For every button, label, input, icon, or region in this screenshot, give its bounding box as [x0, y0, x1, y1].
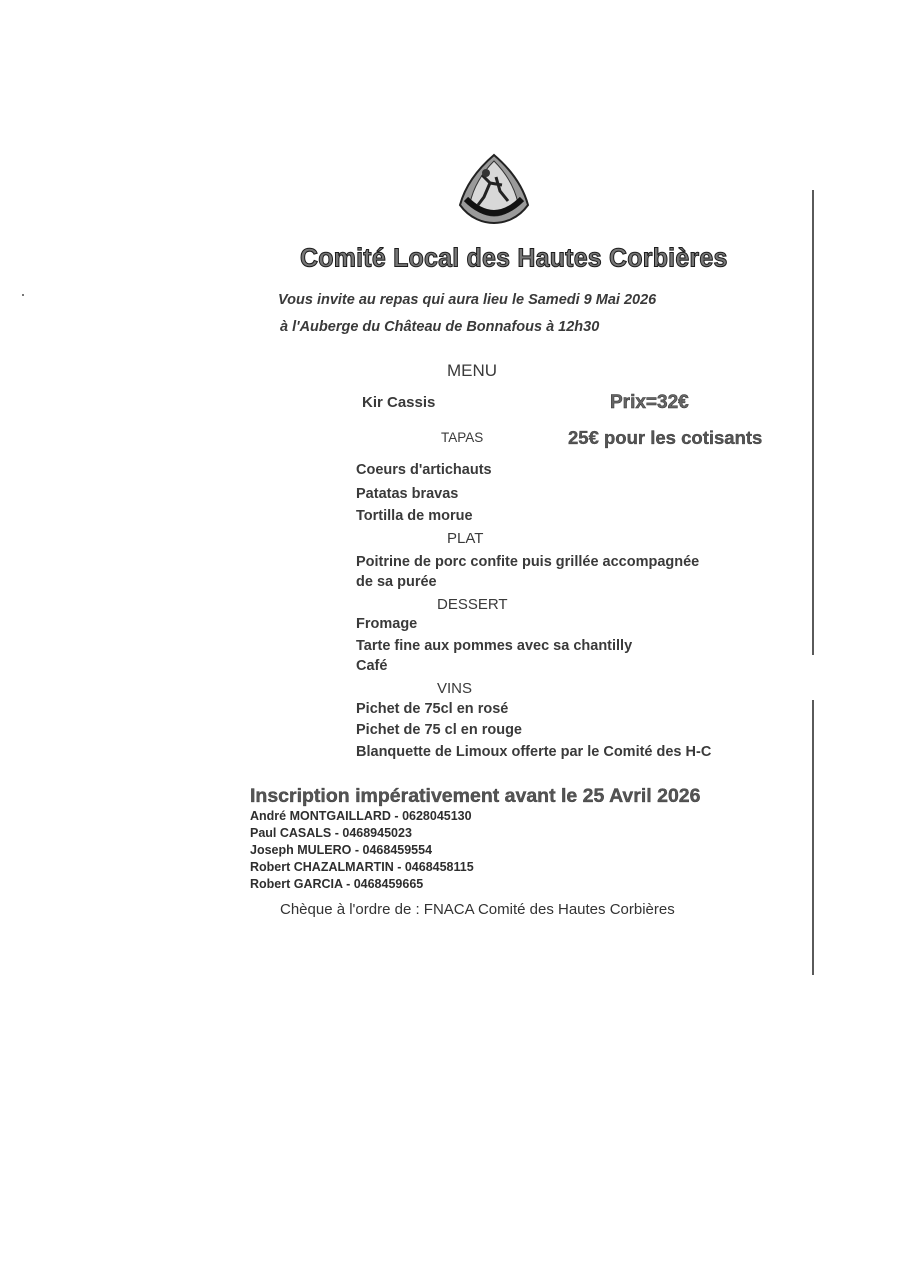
- fnaca-emblem-icon: [456, 153, 532, 225]
- vins-heading: VINS: [437, 680, 473, 697]
- contact-entry: Robert GARCIA - 0468459665: [250, 877, 424, 891]
- contact-entry: André MONTGAILLARD - 0628045130: [250, 809, 472, 823]
- page-title: Comité Local des Hautes Corbières: [300, 243, 728, 273]
- plat-heading: PLAT: [447, 530, 484, 547]
- scan-edge-line: [812, 190, 814, 655]
- contact-entry: Robert CHAZALMARTIN - 0468458115: [250, 860, 474, 874]
- tapas-heading: TAPAS: [441, 430, 484, 445]
- dessert-item: Tarte fine aux pommes avec sa chantilly: [356, 638, 633, 654]
- dessert-heading: DESSERT: [437, 596, 508, 613]
- contact-entry: Paul CASALS - 0468945023: [250, 826, 412, 840]
- registration-deadline: Inscription impérativement avant le 25 Avril 2026: [250, 785, 701, 807]
- contact-entry: Joseph MULERO - 0468459554: [250, 843, 433, 857]
- dessert-item: Fromage: [356, 616, 418, 632]
- plat-item: Poitrine de porc confite puis grillée accompagnée: [356, 554, 700, 570]
- aperitif-item: Kir Cassis: [362, 394, 436, 411]
- vins-item: Pichet de 75 cl en rouge: [356, 722, 522, 738]
- member-price-label: 25€ pour les cotisants: [568, 427, 763, 448]
- price-label: Prix=32€: [610, 392, 689, 413]
- invitation-line: Vous invite au repas qui aura lieu le Samedi 9 Mai 2026: [278, 292, 657, 308]
- scan-speck: [22, 294, 24, 296]
- tapas-item: Coeurs d'artichauts: [356, 462, 492, 478]
- venue-line: à l'Auberge du Château de Bonnafous à 12h30: [280, 319, 600, 335]
- vins-item: Pichet de 75cl en rosé: [356, 701, 509, 717]
- tapas-item: Patatas bravas: [356, 486, 459, 502]
- vins-item: Blanquette de Limoux offerte par le Comité des H-C: [356, 744, 712, 760]
- menu-heading: MENU: [447, 361, 498, 380]
- dessert-item: Café: [356, 658, 388, 674]
- cheque-instruction: Chèque à l'ordre de : FNACA Comité des Hautes Corbières: [280, 901, 675, 918]
- plat-item: de sa purée: [356, 574, 437, 590]
- tapas-item: Tortilla de morue: [356, 508, 473, 524]
- scan-edge-line: [812, 700, 814, 975]
